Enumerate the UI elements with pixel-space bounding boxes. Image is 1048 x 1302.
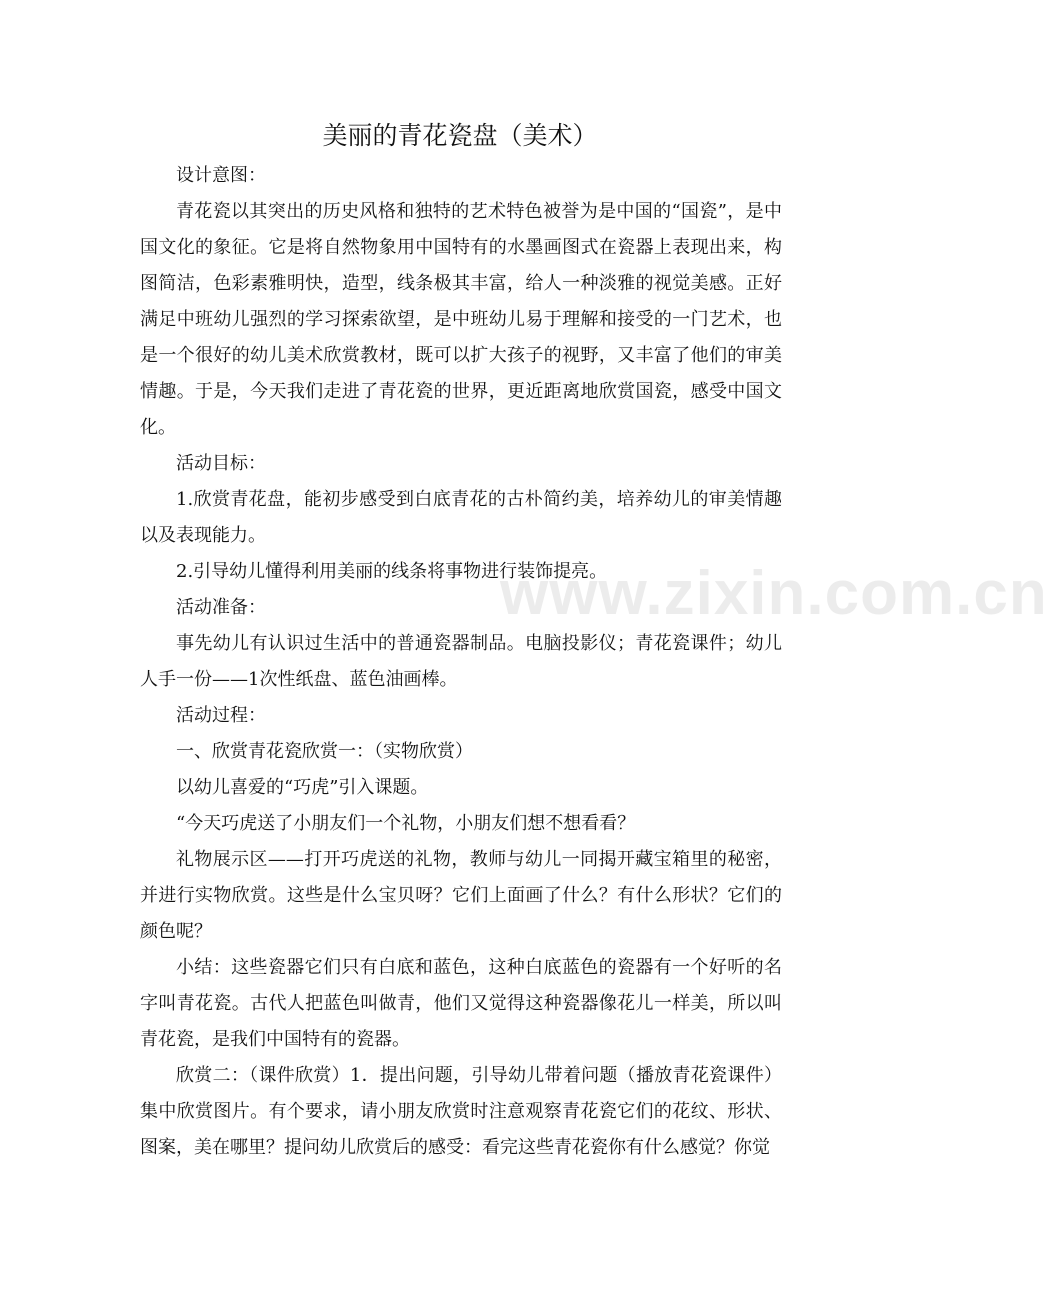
goal-item-1: 1.欣赏青花盘，能初步感受到白底青花的古朴简约美，培养幼儿的审美情趣以及表现能力。 (140, 489, 782, 546)
heading-activity-goals: 活动目标： (176, 453, 266, 474)
heading-activity-process: 活动过程： (176, 705, 266, 726)
paragraph-appreciation-2: 欣赏二：（课件欣赏）1．提出问题，引导幼儿带着问题（播放青花瓷课件）集中欣赏图片。有个要求，请小朋友欣赏时注意观察青花瓷它们的花纹、形状、图案，美在哪里？提问幼儿欣赏后的感受：看完这些青花瓷你有什么感觉？你觉 (140, 1065, 782, 1158)
goal-item-2: 2.引导幼儿懂得利用美丽的线条将事物进行装饰提亮。 (176, 561, 608, 582)
paragraph-quote: “今天巧虎送了小朋友们一个礼物，小朋友们想不想看看？ (176, 813, 636, 834)
heading-activity-preparation: 活动准备： (176, 597, 266, 618)
watermark: www.zixin.com.cn (500, 559, 1048, 628)
paragraph-preparation: 事先幼儿有认识过生活中的普通瓷器制品。电脑投影仪；青花瓷课件；幼儿人手一份——1次性纸盘、蓝色油画棒。 (140, 633, 782, 690)
heading-design-intent: 设计意图： (176, 165, 266, 186)
paragraph-gift-display: 礼物展示区——打开巧虎送的礼物，教师与幼儿一同揭开藏宝箱里的秘密，并进行实物欣赏。这些是什么宝贝呀？它们上面画了什么？有什么形状？它们的颜色呢？ (140, 849, 782, 942)
paragraph-summary: 小结：这些瓷器它们只有白底和蓝色，这种白底蓝色的瓷器有一个好听的名字叫青花瓷。古代人把蓝色叫做青，他们又觉得这种瓷器像花儿一样美，所以叫青花瓷，是我们中国特有的瓷器。 (140, 957, 782, 1050)
paragraph-intro: 以幼儿喜爱的“巧虎”引入课题。 (176, 777, 429, 798)
paragraph-design-intent: 青花瓷以其突出的历史风格和独特的艺术特色被誉为是中国的“国瓷”，是中国文化的象征。它是将自然物象用中国特有的水墨画图式在瓷器上表现出来，构图简洁，色彩素雅明快，造型，线条极其丰富，给人一种淡雅的视觉美感。正好满足中班幼儿强烈的学习探索欲望，是中班幼儿易于理解和接受的一门艺术，也是一个很好的幼儿美术欣赏教材，既可以扩大孩子的视野，又丰富了他们的审美情趣。于是，今天我们走进了青花瓷的世界，更近距离地欣赏国瓷，感受中国文化。 (140, 201, 782, 438)
document-title: 美丽的青花瓷盘（美术） (322, 121, 598, 150)
document-body (140, 158, 782, 1166)
process-section-1: 一、欣赏青花瓷欣赏一：（实物欣赏） (176, 741, 473, 762)
